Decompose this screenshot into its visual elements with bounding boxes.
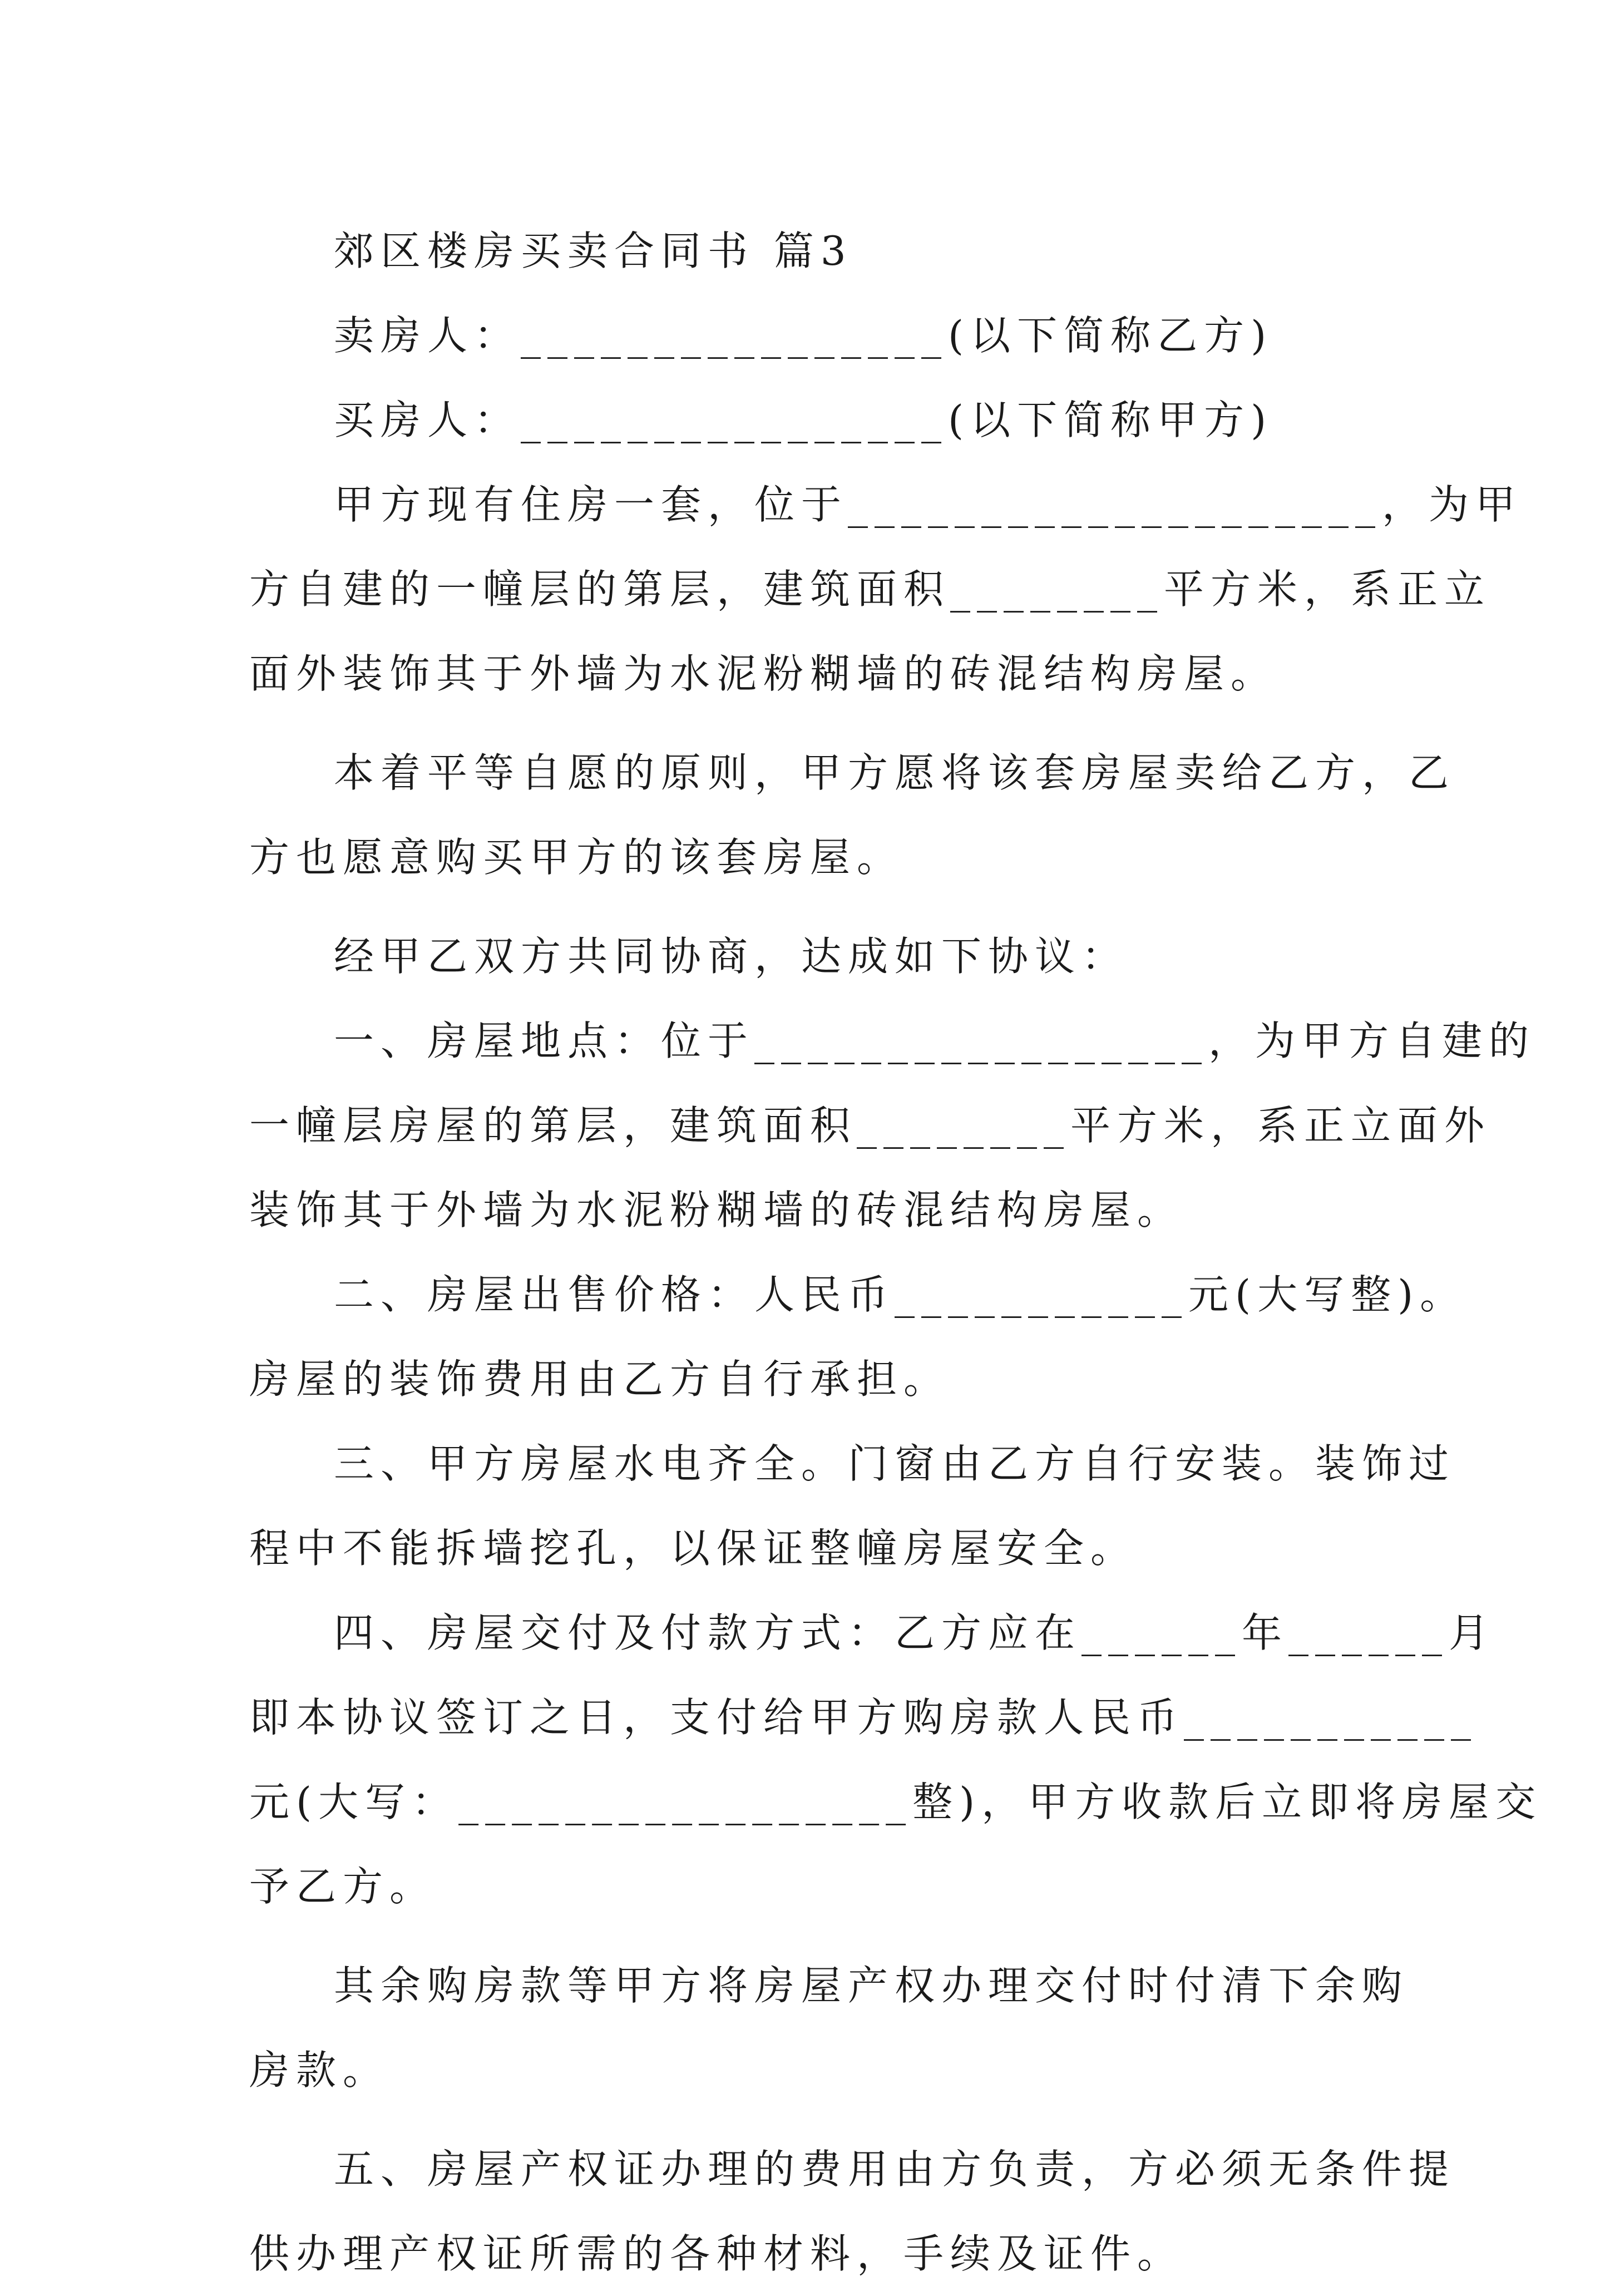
paragraph-line: 甲方现有住房一套，位于____________________，为甲 [334, 481, 1523, 528]
clause-4-line: 四、房屋交付及付款方式：乙方应在______年______月 [334, 1609, 1496, 1656]
paragraph-line: 其余购房款等甲方将房屋产权办理交付时付清下余购 [334, 1962, 1409, 2009]
paragraph-line: 经甲乙双方共同协商，达成如下协议： [334, 933, 1129, 980]
clause-3-line: 程中不能拆墙挖孔，以保证整幢房屋安全。 [249, 1525, 1138, 1572]
contract-body [249, 209, 1543, 2296]
clause-4-line: 予乙方。 [249, 1863, 437, 1910]
paragraph-line: 房款。 [249, 2047, 390, 2093]
clause-5-line: 五、房屋产权证办理的费用由方负责，方必须无条件提 [334, 2146, 1456, 2193]
clause-1-line: 一幢层房屋的第层，建筑面积________平方米，系正立面外 [249, 1102, 1492, 1149]
clause-1-line: 一、房屋地点：位于_________________，为甲方自建的 [334, 1018, 1536, 1064]
document-title: 郊区楼房买卖合同书 篇3 [334, 228, 853, 274]
paragraph-line: 方自建的一幢层的第层，建筑面积________平方米，系正立 [249, 566, 1492, 613]
clause-4-line: 即本协议签订之日，支付给甲方购房款人民币___________ [249, 1694, 1478, 1741]
clause-5-line: 供办理产权证所需的各种材料，手续及证件。 [249, 2230, 1184, 2277]
buyer-line: 买房人：________________(以下简称甲方) [334, 397, 1273, 443]
paragraph-line: 面外装饰其于外墙为水泥粉糊墙的砖混结构房屋。 [249, 650, 1278, 697]
clause-1-line: 装饰其于外墙为水泥粉糊墙的砖混结构房屋。 [249, 1187, 1184, 1233]
paragraph-line: 本着平等自愿的原则，甲方愿将该套房屋卖给乙方，乙 [334, 749, 1456, 796]
paragraph-line: 方也愿意购买甲方的该套房屋。 [249, 834, 904, 881]
seller-line: 卖房人：________________(以下简称乙方) [334, 312, 1273, 359]
clause-2-line: 二、房屋出售价格：人民币___________元(大写整)。 [334, 1271, 1467, 1318]
clause-4-line: 元(大写：_________________整)，甲方收款后立即将房屋交 [249, 1779, 1543, 1825]
clause-2-line: 房屋的装饰费用由乙方自行承担。 [249, 1356, 951, 1403]
clause-3-line: 三、甲方房屋水电齐全。门窗由乙方自行安装。装饰过 [334, 1440, 1456, 1487]
